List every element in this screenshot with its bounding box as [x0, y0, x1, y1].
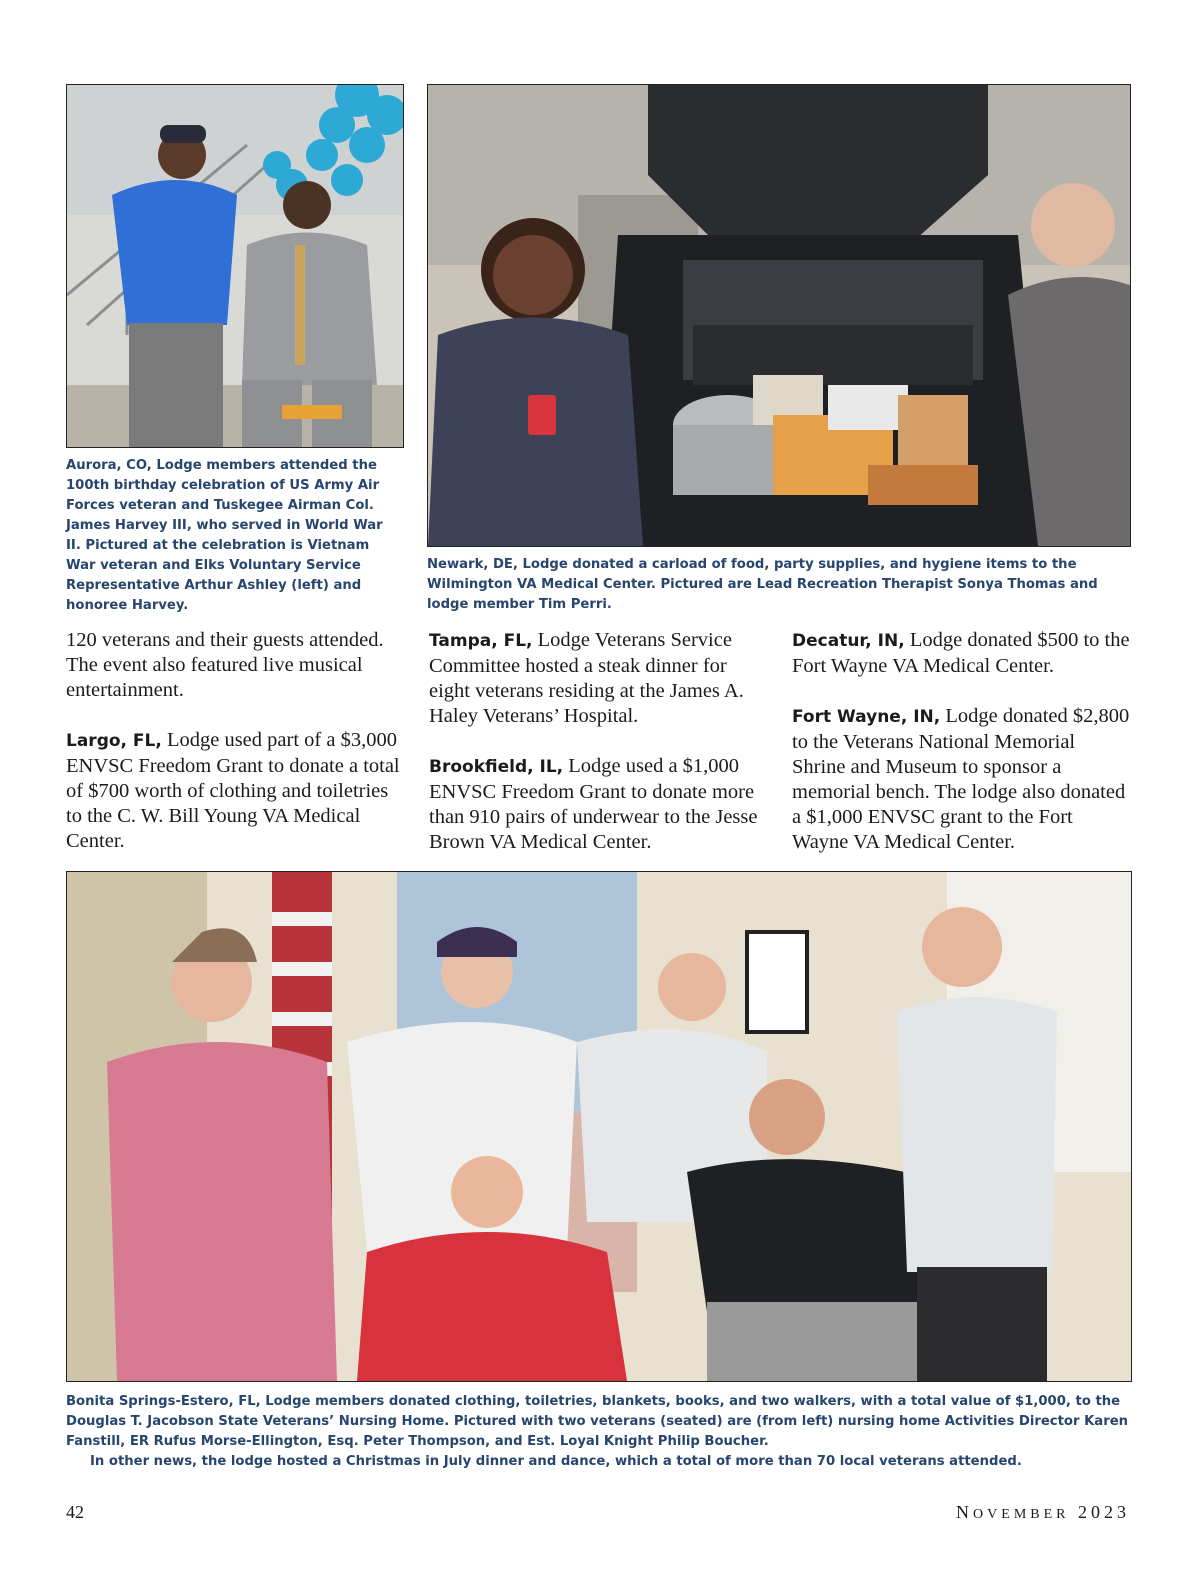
year: 2023: [1078, 1502, 1130, 1522]
largo-paragraph: [66, 728, 406, 854]
fortwayne-lead: Fort Wayne, IN,: [792, 707, 941, 727]
brookfield-paragraph: [429, 754, 769, 855]
fortwayne-text: Lodge donated $2,800 to the Veterans National Memorial Shrine and Museum to sponsor a memorial bench. The lodge also donated a $1,000 ENVSC grant to the Fort Wayne VA Medical Center.: [792, 705, 1130, 853]
decatur-lead: Decatur, IN,: [792, 631, 905, 651]
tampa-lead: Tampa, FL,: [429, 631, 533, 651]
page-number: 42: [66, 1502, 84, 1522]
column-2: [429, 628, 769, 880]
bonita-caption: [66, 1392, 1130, 1472]
caption-text: Lodge members donated clothing, toiletries, blankets, books, and two walkers, with a total value of $1,000, to the Douglas T. Jacobson State Veterans’ Nursing Home. Pictured with two veterans (seated) are (from left) nursing home Activities Director Karen Fanstill, ER Rufus Morse-Ellington, Esq. Peter Thompson, and Est. Loyal Knight Philip Boucher.: [66, 1394, 1129, 1449]
caption-text: Lodge members attended the 100th birthday celebration of US Army Air Forces veteran and Tuskegee Airman Col. James Harvey III, who served in World War II. Pictured at the celebration is Vietnam War veteran and Elks Voluntary Service Representative Arthur Ashley (left) and honoree Harvey.: [66, 458, 383, 613]
issue-date: [956, 1502, 1130, 1523]
brookfield-text: Lodge used a $1,000 ENVSC Freedom Grant to donate more than 910 pairs of underwear to the Jesse Brown VA Medical Center.: [429, 755, 758, 853]
largo-text: Lodge used part of a $3,000 ENVSC Freedom Grant to donate a total of $700 worth of clothing and toiletries to the C. W. Bill Young VA Medical Center.: [66, 729, 400, 852]
caption-more: In other news, the lodge hosted a Christmas in July dinner and dance, which a total of more than 70 local veterans attended.: [90, 1454, 1022, 1469]
newark-photo: [427, 84, 1131, 547]
aurora-photo: [66, 84, 404, 448]
bonita-photo: [66, 871, 1132, 1382]
column-1: [66, 628, 406, 879]
tampa-text: Lodge Veterans Service Committee hosted a steak dinner for eight veterans residing at the James A. Haley Veterans’ Hospital.: [429, 629, 744, 727]
newark-caption: [427, 555, 1129, 615]
column-3: [792, 628, 1132, 880]
decatur-text: Lodge donated $500 to the Fort Wayne VA Medical Center.: [792, 629, 1130, 677]
continuation-paragraph: 120 veterans and their guests attended. The event also featured live musical entertainment.: [66, 629, 384, 701]
fortwayne-paragraph: [792, 704, 1132, 855]
caption-lead: Newark, DE,: [427, 557, 518, 572]
aurora-caption: [66, 456, 402, 616]
brookfield-lead: Brookfield, IL,: [429, 757, 564, 777]
largo-lead: Largo, FL,: [66, 731, 162, 751]
decatur-paragraph: [792, 628, 1132, 679]
caption-lead: Aurora, CO,: [66, 458, 152, 473]
caption-text: Lodge donated a carload of food, party supplies, and hygiene items to the Wilmington VA Medical Center. Pictured are Lead Recreation Therapist Sonya Thomas and lodge member Tim Perri.: [427, 557, 1098, 612]
month-rest: OVEMBER: [973, 1507, 1070, 1522]
month-initial: N: [956, 1502, 974, 1522]
tampa-paragraph: [429, 628, 769, 729]
caption-lead: Bonita Springs-Estero, FL,: [66, 1394, 261, 1409]
